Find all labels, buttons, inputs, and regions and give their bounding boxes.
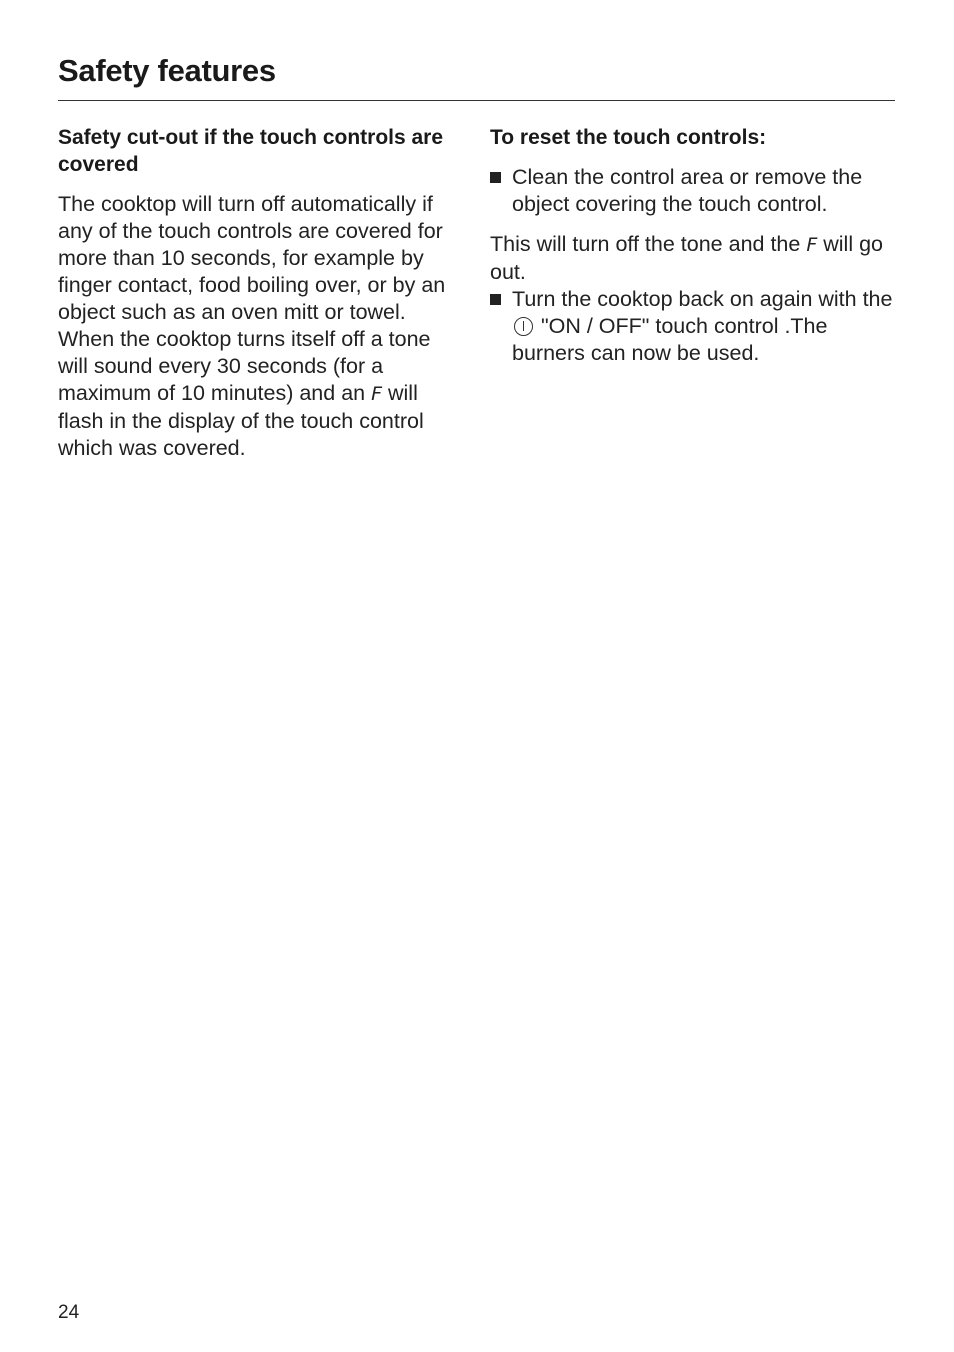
paragraph-tone bbox=[58, 326, 463, 462]
list-item bbox=[490, 286, 895, 367]
square-bullet-icon bbox=[490, 172, 501, 183]
bullet-text-turn-on-end: "ON / OFF" touch control .The burners can now be used. bbox=[512, 314, 828, 365]
bullet-text-clean: Clean the control area or remove the object covering the touch control. bbox=[512, 165, 863, 216]
paragraph-tone-off-start: This will turn off the tone and the bbox=[490, 232, 807, 256]
square-bullet-icon bbox=[490, 294, 501, 305]
left-column bbox=[58, 124, 463, 462]
paragraph-auto-off: The cooktop will turn off automatically if any of the touch controls are covered for more than 10 seconds, for example by finger contact, food boiling over, or by an object such as an oven mitt or towel. bbox=[58, 192, 446, 324]
title-divider bbox=[58, 100, 895, 101]
power-icon bbox=[514, 317, 533, 336]
paragraph-tone-off bbox=[490, 231, 895, 286]
paragraph-tone-off-end: will go out. bbox=[490, 232, 883, 284]
list-item bbox=[490, 164, 895, 218]
section-heading-reset: To reset the touch controls: bbox=[490, 126, 767, 149]
f-symbol: F bbox=[371, 383, 383, 405]
bullet-text-turn-on-start: Turn the cooktop back on again with the bbox=[512, 287, 893, 311]
section-heading-safety-cutout: Safety cut-out if the touch controls are covered bbox=[58, 126, 444, 176]
f-symbol: F bbox=[806, 234, 818, 256]
paragraph-tone-text-start: When the cooktop turns itself off a tone will sound every 30 seconds (for a maximum of 10 minutes) and an bbox=[58, 327, 431, 405]
page-title: Safety features bbox=[58, 53, 276, 88]
page-number: 24 bbox=[58, 1302, 80, 1323]
right-column bbox=[490, 124, 895, 367]
paragraph-tone-text-end: will flash in the display of the touch control which was covered. bbox=[58, 381, 424, 460]
